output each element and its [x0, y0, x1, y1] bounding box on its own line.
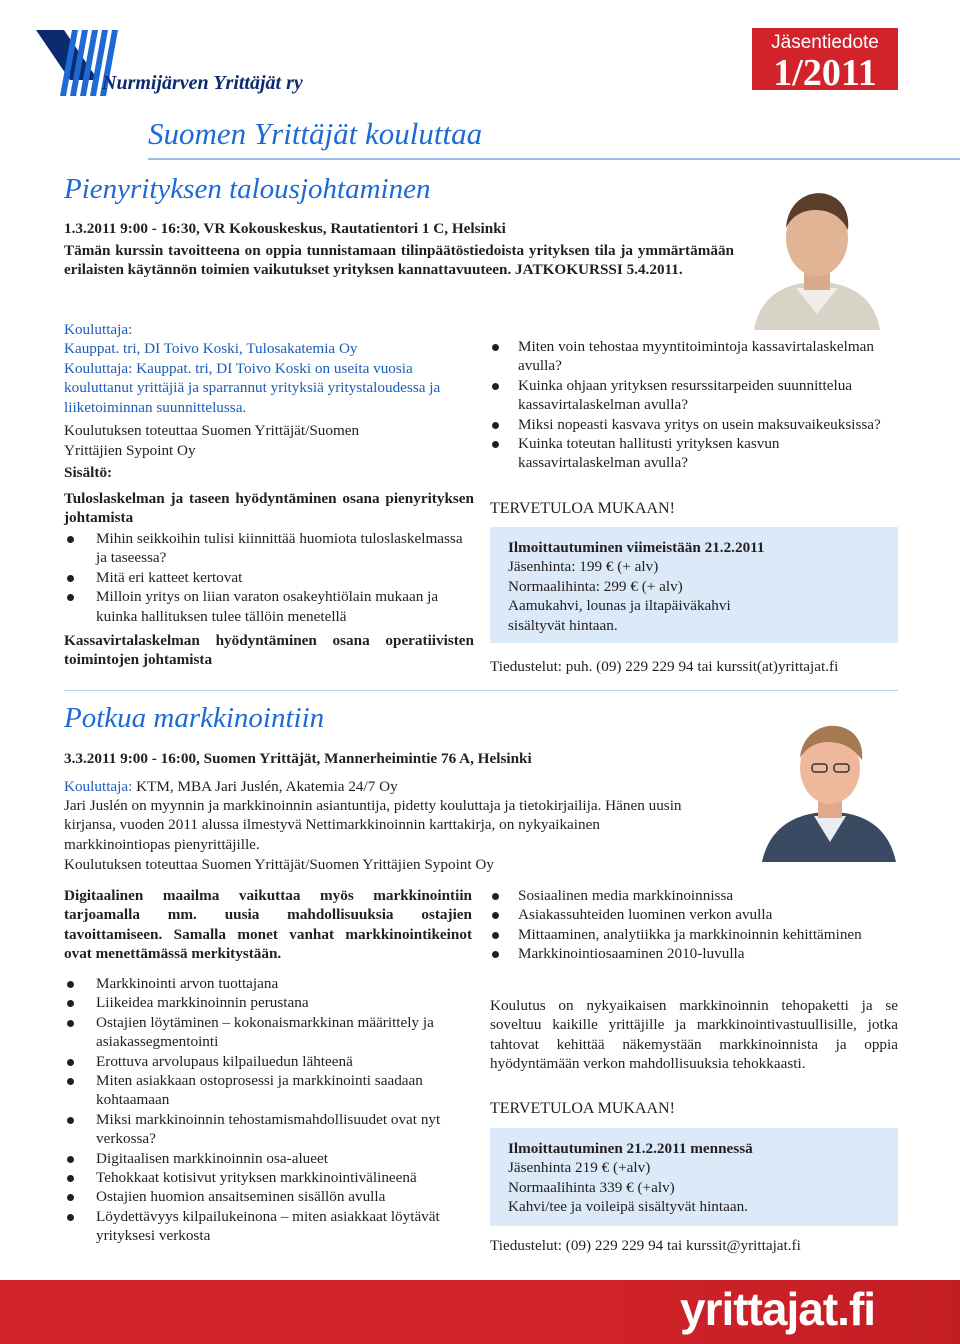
course2-lead: Digitaalinen maailma vaikuttaa myös markkinointiin tarjoamalla mm. uusia mahdollisuuksia ostajien tavoittamiseen. Samalla monet vanhat markkinointikeinot ovat menettämässä merkitystään. — [64, 887, 472, 963]
banner-title: Suomen Yrittäjät kouluttaa — [148, 116, 483, 151]
organization-name: Nurmijärven Yrittäjät ry — [102, 72, 303, 94]
list-item: Mittaaminen, analytiikka ja markkinoinnin kehittäminen — [490, 925, 900, 944]
list-item: Ostajien löytäminen – kokonaismarkkinan määrittely ja asiakassegmentointi — [64, 1013, 474, 1052]
list-item: Markkinointi arvon tuottajana — [64, 974, 474, 993]
course1-trainer-label: Kouluttaja: — [64, 321, 133, 338]
course2-member-price: Jäsenhinta 219 € (+alv) — [508, 1159, 651, 1177]
course2-welcome: TERVETULOA MUKAAN! — [490, 1100, 675, 1117]
course1-organizer: Koulutuksen toteuttaa Suomen Yrittäjät/Suomen Yrittäjien Sypoint Oy — [64, 422, 360, 459]
issue-badge — [752, 28, 898, 94]
trainer-photo-jari-juslen — [756, 712, 898, 862]
course1-registration-box — [490, 527, 898, 643]
course2-organizer: Koulutuksen toteuttaa Suomen Yrittäjät/Suomen Yrittäjien Sypoint Oy — [64, 856, 494, 873]
list-item: Digitaalisen markkinoinnin osa-alueet — [64, 1149, 474, 1168]
course2-summary: Koulutus on nykyaikaisen markkinoinnin tehopaketti ja se soveltuu kaikille yrittäjille ja markkinointivastuullisille, jotka tahtovat kehittää näkemystään markkinoinnista ja oppia hyödyntämään verkon mahdollisuuksia tehokkaasti. — [490, 997, 898, 1073]
list-item: Milloin yritys on liian varaton osakeyhtiölain mukaan ja kuinka hallituksen tulee tällöin menetellä — [64, 587, 474, 626]
list-item: Kuinka ohjaan yrityksen resurssitarpeiden suunnittelua kassavirtalaskelman avulla? — [490, 376, 900, 415]
course2-topics-list — [64, 974, 474, 1246]
course2-registration-box — [490, 1128, 898, 1226]
course1-contact: Tiedustelut: puh. (09) 229 229 94 tai kurssit(at)yrittajat.fi — [490, 658, 839, 675]
course2-when-where: 3.3.2011 9:00 - 16:00, Suomen Yrittäjät, Mannerheimintie 76 A, Helsinki — [64, 750, 532, 767]
list-item: Mitä eri katteet kertovat — [64, 568, 474, 587]
list-item: Ostajien huomion ansaitseminen sisällön avulla — [64, 1187, 474, 1206]
section-divider — [64, 690, 898, 691]
course1-welcome: TERVETULOA MUKAAN! — [490, 500, 675, 517]
banner-divider — [148, 158, 960, 160]
course1-registration-title: Ilmoittautuminen viimeistään 21.2.2011 — [508, 539, 765, 556]
course2-included: Kahvi/tee ja voileipä sisältyvät hintaan. — [508, 1198, 748, 1216]
list-item: Löydettävyys kilpailukeinona – miten asiakkaat löytävät yrityksesi verkosta — [64, 1207, 474, 1246]
trainer-photo-toivo-koski — [736, 176, 898, 330]
list-item: Miten asiakkaan ostoprosessi ja markkinointi saadaan kohtaamaan — [64, 1071, 474, 1110]
list-item: Mihin seikkoihin tulisi kiinnittää huomiota tuloslaskelmassa ja taseessa? — [64, 529, 474, 568]
course2-trainer-label: Kouluttaja: — [64, 778, 133, 795]
issue-label: Jäsentiedote — [771, 32, 879, 53]
course1-title: Pienyrityksen talousjohtaminen — [64, 173, 431, 205]
course1-trainer-block — [64, 320, 484, 417]
course2-normal-price: Normaalihinta 339 € (+alv) — [508, 1178, 675, 1196]
course1-member-price: Jäsenhinta: 199 € (+ alv) — [508, 558, 659, 576]
course1-questions-list — [490, 337, 900, 473]
course1-content-label: Sisältö: — [64, 464, 113, 481]
list-item: Kuinka toteutan hallitusti yrityksen kasvun kassavirtalaskelman avulla? — [490, 434, 900, 473]
list-item: Liikeidea markkinoinnin perustana — [64, 993, 474, 1012]
course1-trainer-bio: Kouluttaja: Kauppat. tri, DI Toivo Koski on useita vuosia kouluttanut yrittäjiä ja sparrannut yrityksiä yritystaloudessa ja liiketoiminnan suunnittelussa. — [64, 359, 441, 416]
course2-trainer-line — [64, 777, 754, 796]
course1-section2-title: Kassavirtalaskelman hyödyntäminen osana operatiivisten toimintojen johtamista — [64, 632, 474, 669]
course1-normal-price: Normaalihinta: 299 € (+ alv) — [508, 577, 683, 595]
course2-trainer-name: KTM, MBA Jari Juslén, Akatemia 24/7 Oy — [136, 778, 398, 795]
list-item: Markkinointiosaaminen 2010-luvulla — [490, 944, 900, 963]
course2-topics-list-right — [490, 886, 900, 964]
list-item: Asiakassuhteiden luominen verkon avulla — [490, 905, 900, 924]
course1-when-where: 1.3.2011 9:00 - 16:30, VR Kokouskeskus, Rautatientori 1 C, Helsinki — [64, 220, 506, 237]
list-item: Tehokkaat kotisivut yrityksen markkinointivälineenä — [64, 1168, 474, 1187]
list-item: Erottuva arvolupaus kilpailuedun lähteenä — [64, 1052, 474, 1071]
list-item: Sosiaalinen media markkinoinnissa — [490, 886, 900, 905]
list-item: Miksi nopeasti kasvava yritys on usein maksuvaikeuksissa? — [490, 415, 900, 434]
issue-number: 1/2011 — [773, 52, 877, 94]
course1-trainer-name: Kauppat. tri, DI Toivo Koski, Tulosakatemia Oy — [64, 340, 358, 358]
course1-included: Aamukahvi, lounas ja iltapäiväkahvi sisältyvät hintaan. — [508, 597, 731, 634]
course1-intro: Tämän kurssin tavoitteena on oppia tunnistamaan tilinpäätöstiedoista yrityksen tila ja ymmärtämään erilaisten käytännön toimien vaikutukset yrityksen kannattavuuteen. JATKOKURSSI 5.4.2011. — [64, 242, 734, 279]
course2-registration-title: Ilmoittautuminen 21.2.2011 mennessä — [508, 1140, 753, 1157]
course2-contact: Tiedustelut: (09) 229 229 94 tai kurssit@yrittajat.fi — [490, 1237, 801, 1254]
course2-trainer-bio: Jari Juslén on myynnin ja markkinoinnin asiantuntija, pidetty kouluttaja ja tietokirjailija. Hänen uusin kirjansa, vuoden 2011 alussa ilmestyvä Nettimarkkinoinnin karttakirja, on nykyaikainen markkinointiopas pienyrittäjille. — [64, 797, 682, 853]
course2-title: Potkua markkinointiin — [64, 702, 325, 734]
course1-section1-list — [64, 529, 474, 626]
list-item: Miten voin tehostaa myyntitoimintoja kassavirtalaskelman avulla? — [490, 337, 900, 376]
course1-section1-title: Tuloslaskelman ja taseen hyödyntäminen osana pienyrityksen johtamista — [64, 490, 474, 527]
list-item: Miksi markkinoinnin tehostamismahdollisuudet ovat nyt verkossa? — [64, 1110, 474, 1149]
footer-logo: yrittajat.fi — [680, 1283, 876, 1335]
